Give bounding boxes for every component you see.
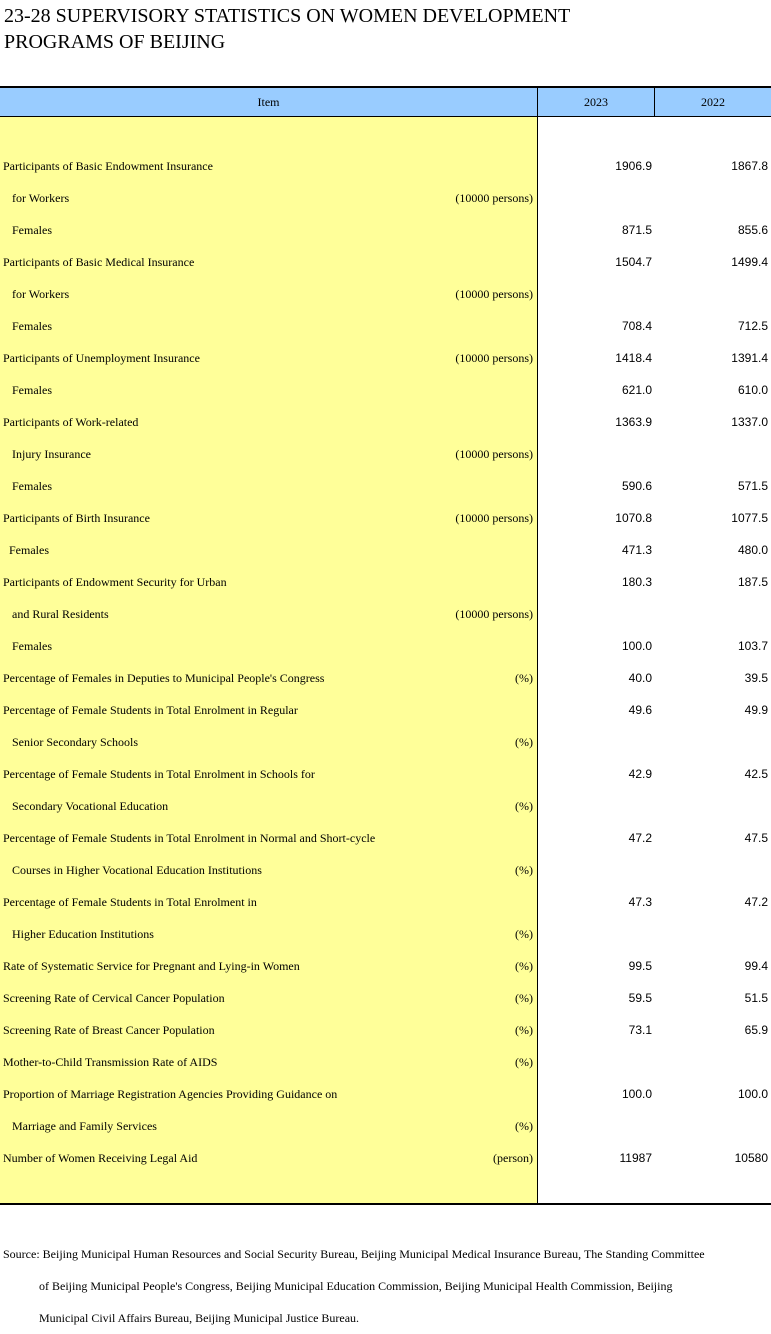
row-unit: (%) — [515, 671, 533, 685]
row-value-2023: 100.0 — [621, 639, 652, 653]
header-item: Item — [0, 88, 538, 117]
row-value-2022 — [655, 598, 768, 630]
row-unit: (person) — [493, 1151, 533, 1165]
table-row — [0, 630, 771, 662]
row-value-2023: 871.5 — [621, 223, 652, 237]
table-row — [0, 1078, 771, 1110]
row-value-2022: 49.9 — [744, 703, 768, 717]
row-label: Marriage and Family Services — [12, 1119, 157, 1133]
row-label: Females — [9, 543, 49, 557]
row-label: Participants of Birth Insurance — [3, 511, 150, 525]
table-row — [0, 1046, 771, 1078]
row-value-2023 — [538, 918, 652, 950]
row-unit: (%) — [515, 735, 533, 749]
table-row — [0, 726, 771, 758]
table-row — [0, 950, 771, 982]
table-row — [0, 246, 771, 278]
row-unit: (%) — [515, 927, 533, 941]
row-value-2022 — [655, 918, 768, 950]
row-value-2023: 42.9 — [628, 767, 652, 781]
row-unit: (10000 persons) — [455, 607, 533, 621]
row-unit: (10000 persons) — [455, 191, 533, 205]
table-row — [0, 278, 771, 310]
table-row — [0, 406, 771, 438]
row-label: and Rural Residents — [12, 607, 109, 621]
table-row — [0, 1014, 771, 1046]
row-value-2022: 1337.0 — [731, 415, 768, 429]
row-label: Participants of Unemployment Insurance — [3, 351, 200, 365]
row-unit: (10000 persons) — [455, 287, 533, 301]
table-row — [0, 534, 771, 566]
source-line-1: Source: Beijing Municipal Human Resources and Social Security Bureau, Beijing Municipal Medical Insurance Bureau, The Standing Committee — [3, 1247, 705, 1261]
row-value-2022: 1867.8 — [731, 159, 768, 173]
row-label: Percentage of Female Students in Total Enrolment in — [3, 895, 257, 909]
row-unit: (%) — [515, 1023, 533, 1037]
table-row — [0, 182, 771, 214]
row-value-2022: 187.5 — [737, 575, 768, 589]
row-unit: (10000 persons) — [455, 351, 533, 365]
row-value-2023: 40.0 — [628, 671, 652, 685]
row-value-2023 — [538, 1046, 652, 1078]
row-label: Females — [12, 479, 52, 493]
row-label: Females — [12, 383, 52, 397]
row-value-2022 — [655, 790, 768, 822]
title-line-1: 23-28 SUPERVISORY STATISTICS ON WOMEN DEVELOPMENT — [4, 5, 571, 27]
row-unit: (%) — [515, 991, 533, 1005]
row-unit: (%) — [515, 1119, 533, 1133]
row-value-2022 — [655, 438, 768, 470]
row-value-2023: 1363.9 — [615, 415, 652, 429]
row-value-2023: 1070.8 — [615, 511, 652, 525]
row-value-2023: 1418.4 — [615, 351, 652, 365]
table-row — [0, 790, 771, 822]
row-unit: (%) — [515, 863, 533, 877]
row-value-2022: 47.2 — [744, 895, 768, 909]
table-row — [0, 214, 771, 246]
row-value-2022 — [655, 726, 768, 758]
row-value-2022: 571.5 — [737, 479, 768, 493]
row-value-2023 — [538, 1110, 652, 1142]
row-label: Percentage of Female Students in Total Enrolment in Schools for — [3, 767, 315, 781]
row-label: Participants of Endowment Security for Urban — [3, 575, 227, 589]
header-2023: 2023 — [538, 88, 655, 117]
row-value-2022: 65.9 — [744, 1023, 768, 1037]
table-row — [0, 1110, 771, 1142]
table-body — [0, 117, 771, 1205]
row-value-2022: 99.4 — [744, 959, 768, 973]
row-value-2023: 708.4 — [621, 319, 652, 333]
table-row — [0, 982, 771, 1014]
row-label: Participants of Basic Medical Insurance — [3, 255, 195, 269]
row-label: for Workers — [12, 287, 70, 301]
row-value-2022: 51.5 — [744, 991, 768, 1005]
row-value-2022: 39.5 — [744, 671, 768, 685]
table-row — [0, 566, 771, 598]
row-value-2023: 49.6 — [628, 703, 652, 717]
row-value-2022: 42.5 — [744, 767, 768, 781]
row-label: Percentage of Female Students in Total Enrolment in Regular — [3, 703, 298, 717]
row-label: Screening Rate of Breast Cancer Population — [3, 1023, 215, 1037]
row-label: Mother-to-Child Transmission Rate of AIDS — [3, 1055, 218, 1069]
row-unit: (10000 persons) — [455, 447, 533, 461]
row-value-2023: 1504.7 — [615, 255, 652, 269]
row-label: Females — [12, 639, 52, 653]
row-label: Higher Education Institutions — [12, 927, 154, 941]
row-value-2023 — [538, 182, 652, 214]
statistics-table — [0, 86, 771, 1205]
row-value-2023 — [538, 438, 652, 470]
table-row — [0, 886, 771, 918]
row-value-2022: 1391.4 — [731, 351, 768, 365]
table-row — [0, 598, 771, 630]
row-value-2023: 11987 — [619, 1151, 652, 1165]
row-value-2023 — [538, 854, 652, 886]
row-value-2022 — [655, 1110, 768, 1142]
table-row — [0, 662, 771, 694]
table-header — [0, 86, 771, 117]
row-value-2023: 180.3 — [621, 575, 652, 589]
row-value-2023: 47.3 — [628, 895, 652, 909]
row-label: Screening Rate of Cervical Cancer Population — [3, 991, 225, 1005]
table-row — [0, 374, 771, 406]
row-value-2023: 100.0 — [621, 1087, 652, 1101]
row-value-2022: 1499.4 — [731, 255, 768, 269]
row-value-2023: 47.2 — [628, 831, 652, 845]
row-label: Courses in Higher Vocational Education Institutions — [12, 863, 262, 877]
row-unit: (%) — [515, 799, 533, 813]
row-value-2023: 471.3 — [621, 543, 652, 557]
header-2022: 2022 — [701, 95, 725, 109]
row-value-2022: 10580 — [734, 1151, 768, 1165]
title-line-2: PROGRAMS OF BEIJING — [4, 31, 226, 53]
row-label: Females — [12, 319, 52, 333]
row-value-2022: 47.5 — [744, 831, 768, 845]
row-unit: (10000 persons) — [455, 511, 533, 525]
table-row — [0, 918, 771, 950]
row-label: Participants of Basic Endowment Insurance — [3, 159, 213, 173]
row-value-2022: 103.7 — [737, 639, 768, 653]
row-value-2023: 99.5 — [628, 959, 652, 973]
row-value-2022: 712.5 — [737, 319, 768, 333]
table-row — [0, 470, 771, 502]
row-label: Rate of Systematic Service for Pregnant and Lying-in Women — [3, 959, 300, 973]
row-label: Percentage of Female Students in Total Enrolment in Normal and Short-cycle — [3, 831, 376, 845]
table-row — [0, 150, 771, 182]
row-value-2022: 610.0 — [737, 383, 768, 397]
row-value-2022: 855.6 — [737, 223, 768, 237]
row-label: Secondary Vocational Education — [12, 799, 169, 813]
table-row — [0, 310, 771, 342]
row-value-2023: 590.6 — [621, 479, 652, 493]
table-row — [0, 854, 771, 886]
table-row — [0, 1142, 771, 1174]
row-value-2023: 1906.9 — [615, 159, 652, 173]
row-label: Proportion of Marriage Registration Agencies Providing Guidance on — [3, 1087, 338, 1101]
row-label: Injury Insurance — [12, 447, 91, 461]
row-value-2023 — [538, 790, 652, 822]
source-line-3: Municipal Civil Affairs Bureau, Beijing Municipal Justice Bureau. — [39, 1311, 360, 1325]
row-value-2023: 73.1 — [628, 1023, 652, 1037]
row-label: Number of Women Receiving Legal Aid — [3, 1151, 198, 1165]
row-value-2022 — [655, 854, 768, 886]
row-label: for Workers — [12, 191, 70, 205]
row-value-2022 — [655, 278, 768, 310]
row-unit: (%) — [515, 959, 533, 973]
row-label: Senior Secondary Schools — [12, 735, 138, 749]
row-label: Females — [12, 223, 52, 237]
table-row — [0, 758, 771, 790]
row-value-2022: 480.0 — [737, 543, 768, 557]
table-row — [0, 822, 771, 854]
row-label: Participants of Work-related — [3, 415, 139, 429]
page-title — [4, 3, 570, 55]
row-value-2023 — [538, 278, 652, 310]
row-value-2022 — [655, 182, 768, 214]
source-note — [3, 1238, 769, 1334]
source-line-2: of Beijing Municipal People's Congress, Beijing Municipal Education Commission, Beijing Municipal Health Commission, Beijing — [39, 1279, 673, 1293]
table-row — [0, 502, 771, 534]
row-value-2023: 621.0 — [621, 383, 652, 397]
row-label: Percentage of Females in Deputies to Municipal People's Congress — [3, 671, 325, 685]
table-row — [0, 342, 771, 374]
row-value-2023 — [538, 726, 652, 758]
row-unit: (%) — [515, 1055, 533, 1069]
row-value-2023: 59.5 — [628, 991, 652, 1005]
row-value-2022: 100.0 — [737, 1087, 768, 1101]
table-row — [0, 438, 771, 470]
row-value-2023 — [538, 598, 652, 630]
row-value-2022 — [655, 1046, 768, 1078]
row-value-2022: 1077.5 — [731, 511, 768, 525]
table-row — [0, 694, 771, 726]
